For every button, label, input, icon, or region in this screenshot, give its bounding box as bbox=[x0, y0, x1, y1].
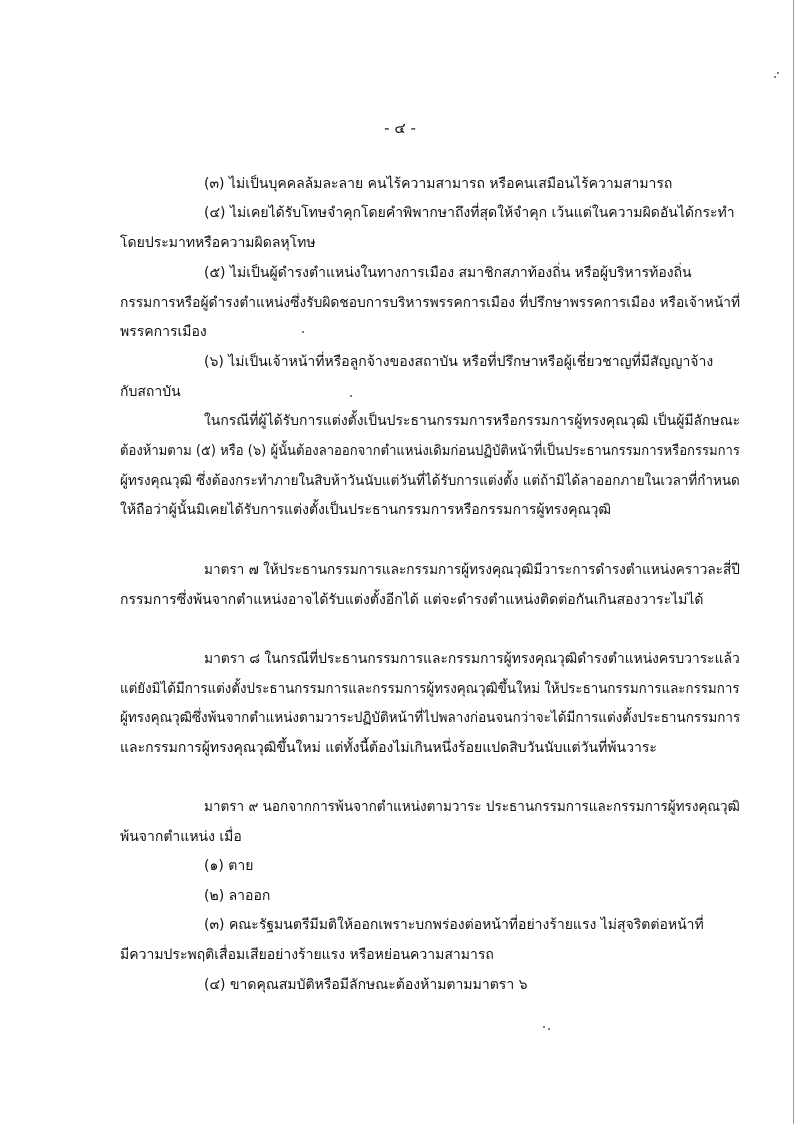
text-line: พรรคการเมือง bbox=[120, 324, 207, 340]
text-line: ผู้ทรงคุณวุฒิ ซึ่งต้องกระทำภายในสิบห้าวันนับแต่วันที่ได้รับการแต่งตั้ง แต่ถ้ามิได้ลาออกภายในเวลาที่กำหนด bbox=[120, 473, 740, 489]
scan-speck bbox=[774, 76, 776, 78]
scan-speck bbox=[777, 72, 779, 74]
text-line: แต่ยังมิได้มีการแต่งตั้งประธานกรรมการและกรรมการผู้ทรงคุณวุฒิขึ้นใหม่ ให้ประธานกรรมการและกรรมการ bbox=[120, 681, 740, 697]
text-line: กรรมการซึ่งพ้นจากตำแหน่งอาจได้รับแต่งตั้งอีกได้ แต่จะดำรงตำแหน่งติดต่อกันเกินสองวาระไม่ได้ bbox=[120, 592, 704, 608]
page-number: - ๔ - bbox=[384, 119, 416, 137]
text-line: ต้องห้ามตาม (๕) หรือ (๖) ผู้นั้นต้องลาออกจากตำแหน่งเดิมก่อนปฏิบัติหน้าที่เป็นประธานกรรมการหรือกรรมการ bbox=[120, 443, 740, 459]
scan-speck bbox=[548, 1028, 550, 1030]
text-line: (๒) ลาออก bbox=[204, 888, 271, 904]
text-line: (๔) ไม่เคยได้รับโทษจำคุกโดยคำพิพากษาถึงที่สุดให้จำคุก เว้นแต่ในความผิดอันได้กระทำ bbox=[204, 205, 735, 221]
text-line: โดยประมาทหรือความผิดลหุโทษ bbox=[120, 235, 316, 251]
text-line: ให้ถือว่าผู้นั้นมิเคยได้รับการแต่งตั้งเป็นประธานกรรมการหรือกรรมการผู้ทรงคุณวุฒิ bbox=[120, 502, 612, 518]
text-line: (๓) ไม่เป็นบุคคลล้มละลาย คนไร้ความสามารถ หรือคนเสมือนไร้ความสามารถ bbox=[204, 176, 673, 192]
text-line: มาตรา ๙ นอกจากการพ้นจากตำแหน่งตามวาระ ประธานกรรมการและกรรมการผู้ทรงคุณวุฒิ bbox=[204, 799, 740, 815]
text-line: พ้นจากตำแหน่ง เมื่อ bbox=[120, 829, 242, 845]
text-line: มีความประพฤติเสื่อมเสียอย่างร้ายแรง หรือหย่อนความสามารถ bbox=[120, 947, 494, 963]
text-line: (๔) ขาดคุณสมบัติหรือมีลักษณะต้องห้ามตามมาตรา ๖ bbox=[204, 977, 528, 993]
text-line: ผู้ทรงคุณวุฒิซึ่งพ้นจากตำแหน่งตามวาระปฏิบัติหน้าที่ไปพลางก่อนจนกว่าจะได้มีการแต่งตั้งประธานกรรมการ bbox=[120, 710, 741, 726]
text-line: ในกรณีที่ผู้ได้รับการแต่งตั้งเป็นประธานกรรมการหรือกรรมการผู้ทรงคุณวุฒิ เป็นผู้มีลักษณะ bbox=[204, 413, 741, 429]
text-line: มาตรา ๗ ให้ประธานกรรมการและกรรมการผู้ทรงคุณวุฒิมีวาระการดำรงตำแหน่งคราวละสี่ปี bbox=[204, 562, 740, 578]
scan-speck bbox=[350, 395, 352, 397]
text-line: (๕) ไม่เป็นผู้ดำรงตำแหน่งในทางการเมือง สมาชิกสภาท้องถิ่น หรือผู้บริหารท้องถิ่น bbox=[204, 265, 692, 281]
scan-speck bbox=[543, 1026, 545, 1028]
text-line: กรรมการหรือผู้ดำรงตำแหน่งซึ่งรับผิดชอบการบริหารพรรคการเมือง ที่ปรึกษาพรรคการเมือง หรือเจ้าหน้าที่ bbox=[120, 295, 741, 311]
text-line: มาตรา ๘ ในกรณีที่ประธานกรรมการและกรรมการผู้ทรงคุณวุฒิดำรงตำแหน่งครบวาระแล้ว bbox=[204, 651, 740, 667]
text-line: (๑) ตาย bbox=[204, 858, 254, 874]
scan-speck bbox=[302, 331, 304, 333]
text-line: (๖) ไม่เป็นเจ้าหน้าที่หรือลูกจ้างของสถาบัน หรือที่ปรึกษาหรือผู้เชี่ยวชาญที่มีสัญญาจ้าง bbox=[204, 354, 714, 370]
text-line: และกรรมการผู้ทรงคุณวุฒิขึ้นใหม่ แต่ทั้งนี้ต้องไม่เกินหนึ่งร้อยแปดสิบวันนับแต่วันที่พ้นวาระ bbox=[120, 740, 657, 756]
text-line: กับสถาบัน bbox=[120, 384, 181, 400]
scan-edge bbox=[793, 0, 794, 1124]
text-line: (๓) คณะรัฐมนตรีมีมติให้ออกเพราะบกพร่องต่อหน้าที่อย่างร้ายแรง ไม่สุจริตต่อหน้าที่ bbox=[204, 917, 704, 933]
